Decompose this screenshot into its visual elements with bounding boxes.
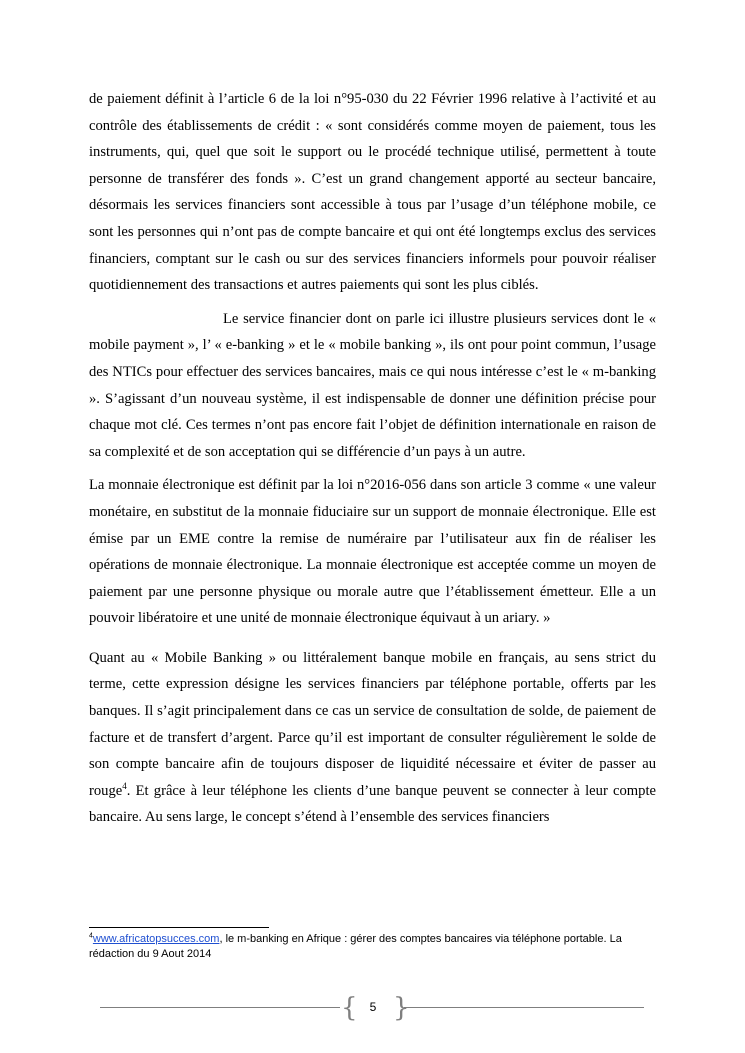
paragraph-4-text-a: Quant au « Mobile Banking » ou littéralement banque mobile en français, au sens strict du terme, cette expression désigne les services financiers par téléphone portable, offerts par les banques. Il s’agit principalement dans ce cas un service de consultation de solde, de paiement de facture et de transfert d’argent. Parce qu’il est important de consulter régulièrement le solde de son compte bancaire afin de toujours disposer de liquidité nécessaire et éviter de passer au rouge bbox=[89, 649, 656, 799]
paragraph-4-text-b: . Et grâce à leur téléphone les clients d’une banque peuvent se connecter à leur compte bancaire. Au sens large, le concept s’étend à l’ensemble des services financiers bbox=[89, 782, 656, 826]
page-number: 5 bbox=[369, 1000, 377, 1014]
left-brace-icon: { bbox=[341, 993, 358, 1023]
paragraph-4 bbox=[89, 645, 656, 831]
footnote-reference[interactable]: 4 bbox=[122, 780, 127, 791]
footnote-separator bbox=[89, 927, 269, 928]
footnote-text: , le m-banking en Afrique : gérer des comptes bancaires via téléphone portable. La rédaction du 9 Aout 2014 bbox=[89, 933, 622, 960]
paragraph-2: Le service financier dont on parle ici illustre plusieurs services dont le « mobile payment », l’ « e-banking » et le « mobile banking », ils ont pour point commun, l’usage des NTICs pour effectuer des services bancaires, mais ce qui nous intéresse c’est le « m-banking ». S’agissant d’un nouveau système, il est indispensable de donner une définition précise pour chaque mot clé. Ces termes n’ont pas encore fait l’objet de définition internationale en raison de sa complexité et de son acceptation qui se différencie d’un pays à un autre. bbox=[89, 310, 656, 460]
page-number-rule-left bbox=[100, 1007, 340, 1008]
body-text bbox=[89, 86, 656, 838]
right-brace-icon: } bbox=[393, 993, 410, 1023]
footnote-link[interactable]: www.africatopsucces.com bbox=[92, 933, 220, 945]
paragraph-3: La monnaie électronique est définit par la loi n°2016-056 dans son article 3 comme « une valeur monétaire, en substitut de la monnaie fiduciaire sur un support de monnaie électronique. Elle est émise par un EME contre la remise de numéraire par l’utilisateur aux fin de réaliser les opérations de monnaie électronique. La monnaie électronique est acceptée comme un moyen de paiement par une personne physique ou morale autre que l’établissement émetteur. Elle a un pouvoir libératoire et une unité de monnaie électronique équivaut à un ariary. » bbox=[89, 477, 656, 627]
footnote-number: 4 bbox=[89, 932, 93, 940]
paragraph-1: de paiement définit à l’article 6 de la loi n°95-030 du 22 Février 1996 relative à l’activité et au contrôle des établissements de crédit : « sont considérés comme moyen de paiement, tous les instruments, qui, quel que soit le support ou le procédé technique utilisé, permettent à toute personne de transférer des fonds ». C’est un grand changement apporté au secteur bancaire, désormais les services financiers sont accessible à tous par l’usage d’un téléphone mobile, ce sont les personnes qui n’ont pas de compte bancaire et qui ont été longtemps exclus des services financiers, comptant sur le cash ou sur des services financiers informels pour pouvoir réaliser quotidiennement des transactions et autres paiements qui sont les plus ciblés. bbox=[89, 91, 656, 294]
page-number-rule-right bbox=[404, 1007, 644, 1008]
footnote bbox=[89, 932, 659, 962]
